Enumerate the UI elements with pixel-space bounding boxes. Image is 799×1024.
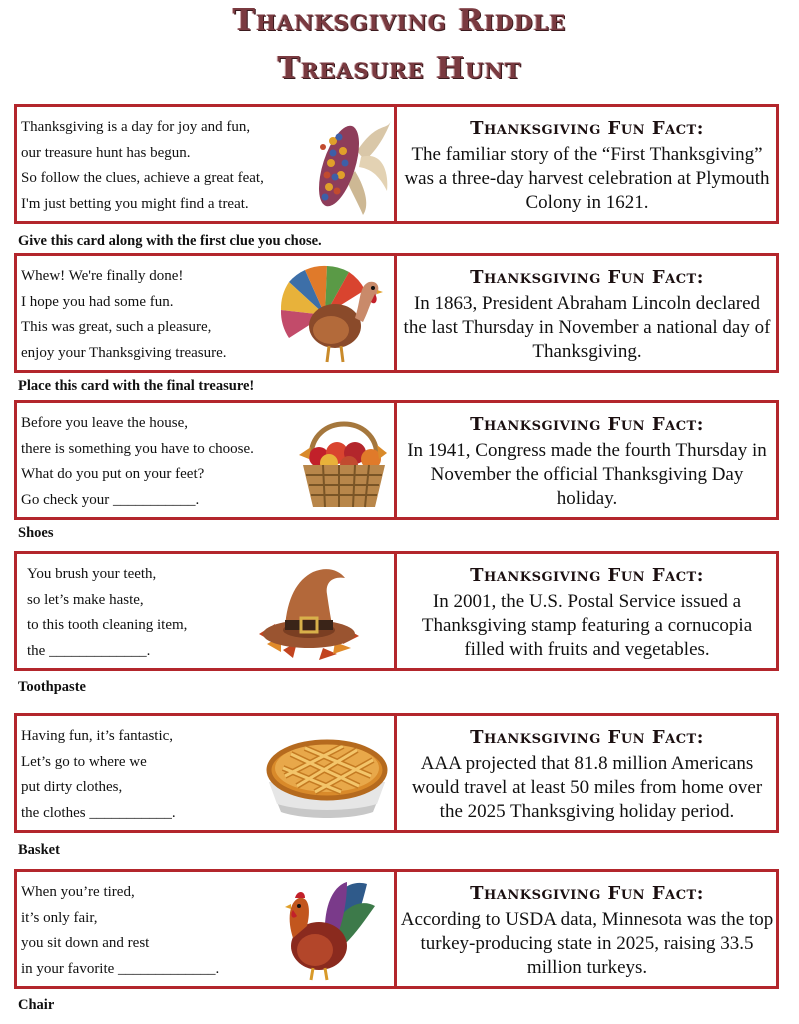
riddle-card-3 [14, 400, 779, 520]
riddle-line: Let’s go to where we [21, 753, 147, 770]
card-caption: Chair [18, 997, 55, 1013]
fun-fact-text: In 1863, President Abraham Lincoln declared the last Thursday in November a national day of Thanksgiving. [403, 293, 771, 362]
fun-fact [400, 413, 774, 511]
riddle-line: Thanksgiving is a day for joy and fun, [21, 119, 251, 135]
fun-fact-text: In 1941, Congress made the fourth Thursday in November the official Thanksgiving Day holiday. [407, 440, 767, 509]
riddle-line: in your favorite _____________. [21, 960, 220, 977]
fun-fact-heading: Thanksgiving Fun Fact: [470, 118, 704, 139]
riddle-line: you sit down and rest [21, 935, 150, 951]
riddle-line: Go check your ___________. [21, 491, 200, 508]
riddle-line: Having fun, it’s fantastic, [21, 728, 174, 744]
apple-basket-icon [289, 407, 399, 515]
riddle-card-2 [14, 253, 779, 373]
riddle-card-6 [14, 869, 779, 989]
pie-icon [261, 720, 393, 828]
riddle-line: So follow the clues, achieve a great feat, [21, 170, 264, 186]
page-title-line-2: Treasure Hunt [277, 51, 522, 86]
riddle-line: to this tooth cleaning item, [27, 617, 188, 633]
riddle-line: our treasure hunt has begun. [21, 144, 191, 161]
fun-fact-text: The familiar story of the “First Thanksgiving” was a three-day harvest celebration at Plymouth Colony in 1621. [404, 144, 770, 213]
riddle-line: the _____________. [27, 642, 151, 659]
riddle-text [21, 115, 321, 217]
rooster-icon [267, 876, 377, 984]
fun-fact-heading: Thanksgiving Fun Fact: [470, 883, 704, 904]
riddle-line: the clothes ___________. [21, 804, 176, 821]
turkey-icon [275, 260, 385, 368]
card-caption: Toothpaste [18, 679, 86, 695]
riddle-line: I hope you had some fun. [21, 293, 174, 310]
riddle-line: there is something you have to choose. [21, 440, 254, 457]
corn-icon [287, 111, 397, 219]
card-caption: Basket [18, 842, 60, 858]
page-title-line-1: Thanksgiving Riddle [232, 3, 567, 38]
fun-fact-heading: Thanksgiving Fun Fact: [470, 267, 704, 288]
pilgrim-hat-icon [253, 558, 363, 666]
card-caption: Place this card with the final treasure! [18, 378, 255, 394]
fun-fact [400, 117, 774, 215]
riddle-text [21, 411, 321, 513]
fun-fact-heading: Thanksgiving Fun Fact: [470, 414, 704, 435]
card-caption: Shoes [18, 525, 54, 541]
fun-fact [400, 266, 774, 364]
riddle-line: Before you leave the house, [21, 415, 189, 431]
fun-fact-text: AAA projected that 81.8 million Americans would travel at least 50 miles from home over the 2025 Thanksgiving holiday period. [411, 753, 763, 822]
riddle-card-1 [14, 104, 779, 224]
fun-fact [400, 564, 774, 662]
riddle-card-4 [14, 551, 779, 671]
riddle-line: put dirty clothes, [21, 779, 123, 795]
card-caption: Give this card along with the first clue you chose. [18, 233, 322, 249]
riddle-card-5 [14, 713, 779, 833]
riddle-line: This was great, such a pleasure, [21, 319, 212, 335]
riddle-line: so let’s make haste, [27, 591, 144, 608]
fun-fact-heading: Thanksgiving Fun Fact: [470, 565, 704, 586]
fun-fact [400, 882, 774, 980]
riddle-line: I'm just betting you might find a treat. [21, 195, 249, 212]
riddle-line: enjoy your Thanksgiving treasure. [21, 344, 227, 361]
fun-fact-text: In 2001, the U.S. Postal Service issued a Thanksgiving stamp featuring a cornucopia filled with fruits and vegetables. [421, 591, 753, 660]
riddle-line: You brush your teeth, [27, 566, 157, 582]
fun-fact [400, 726, 774, 824]
fun-fact-heading: Thanksgiving Fun Fact: [470, 727, 704, 748]
riddle-line: Whew! We're finally done! [21, 268, 184, 284]
fun-fact-text: According to USDA data, Minnesota was the top turkey-producing state in 2025, raising 33.5 million turkeys. [400, 909, 774, 978]
riddle-line: What do you put on your feet? [21, 466, 205, 482]
riddle-line: it’s only fair, [21, 909, 98, 926]
riddle-line: When you’re tired, [21, 884, 135, 900]
